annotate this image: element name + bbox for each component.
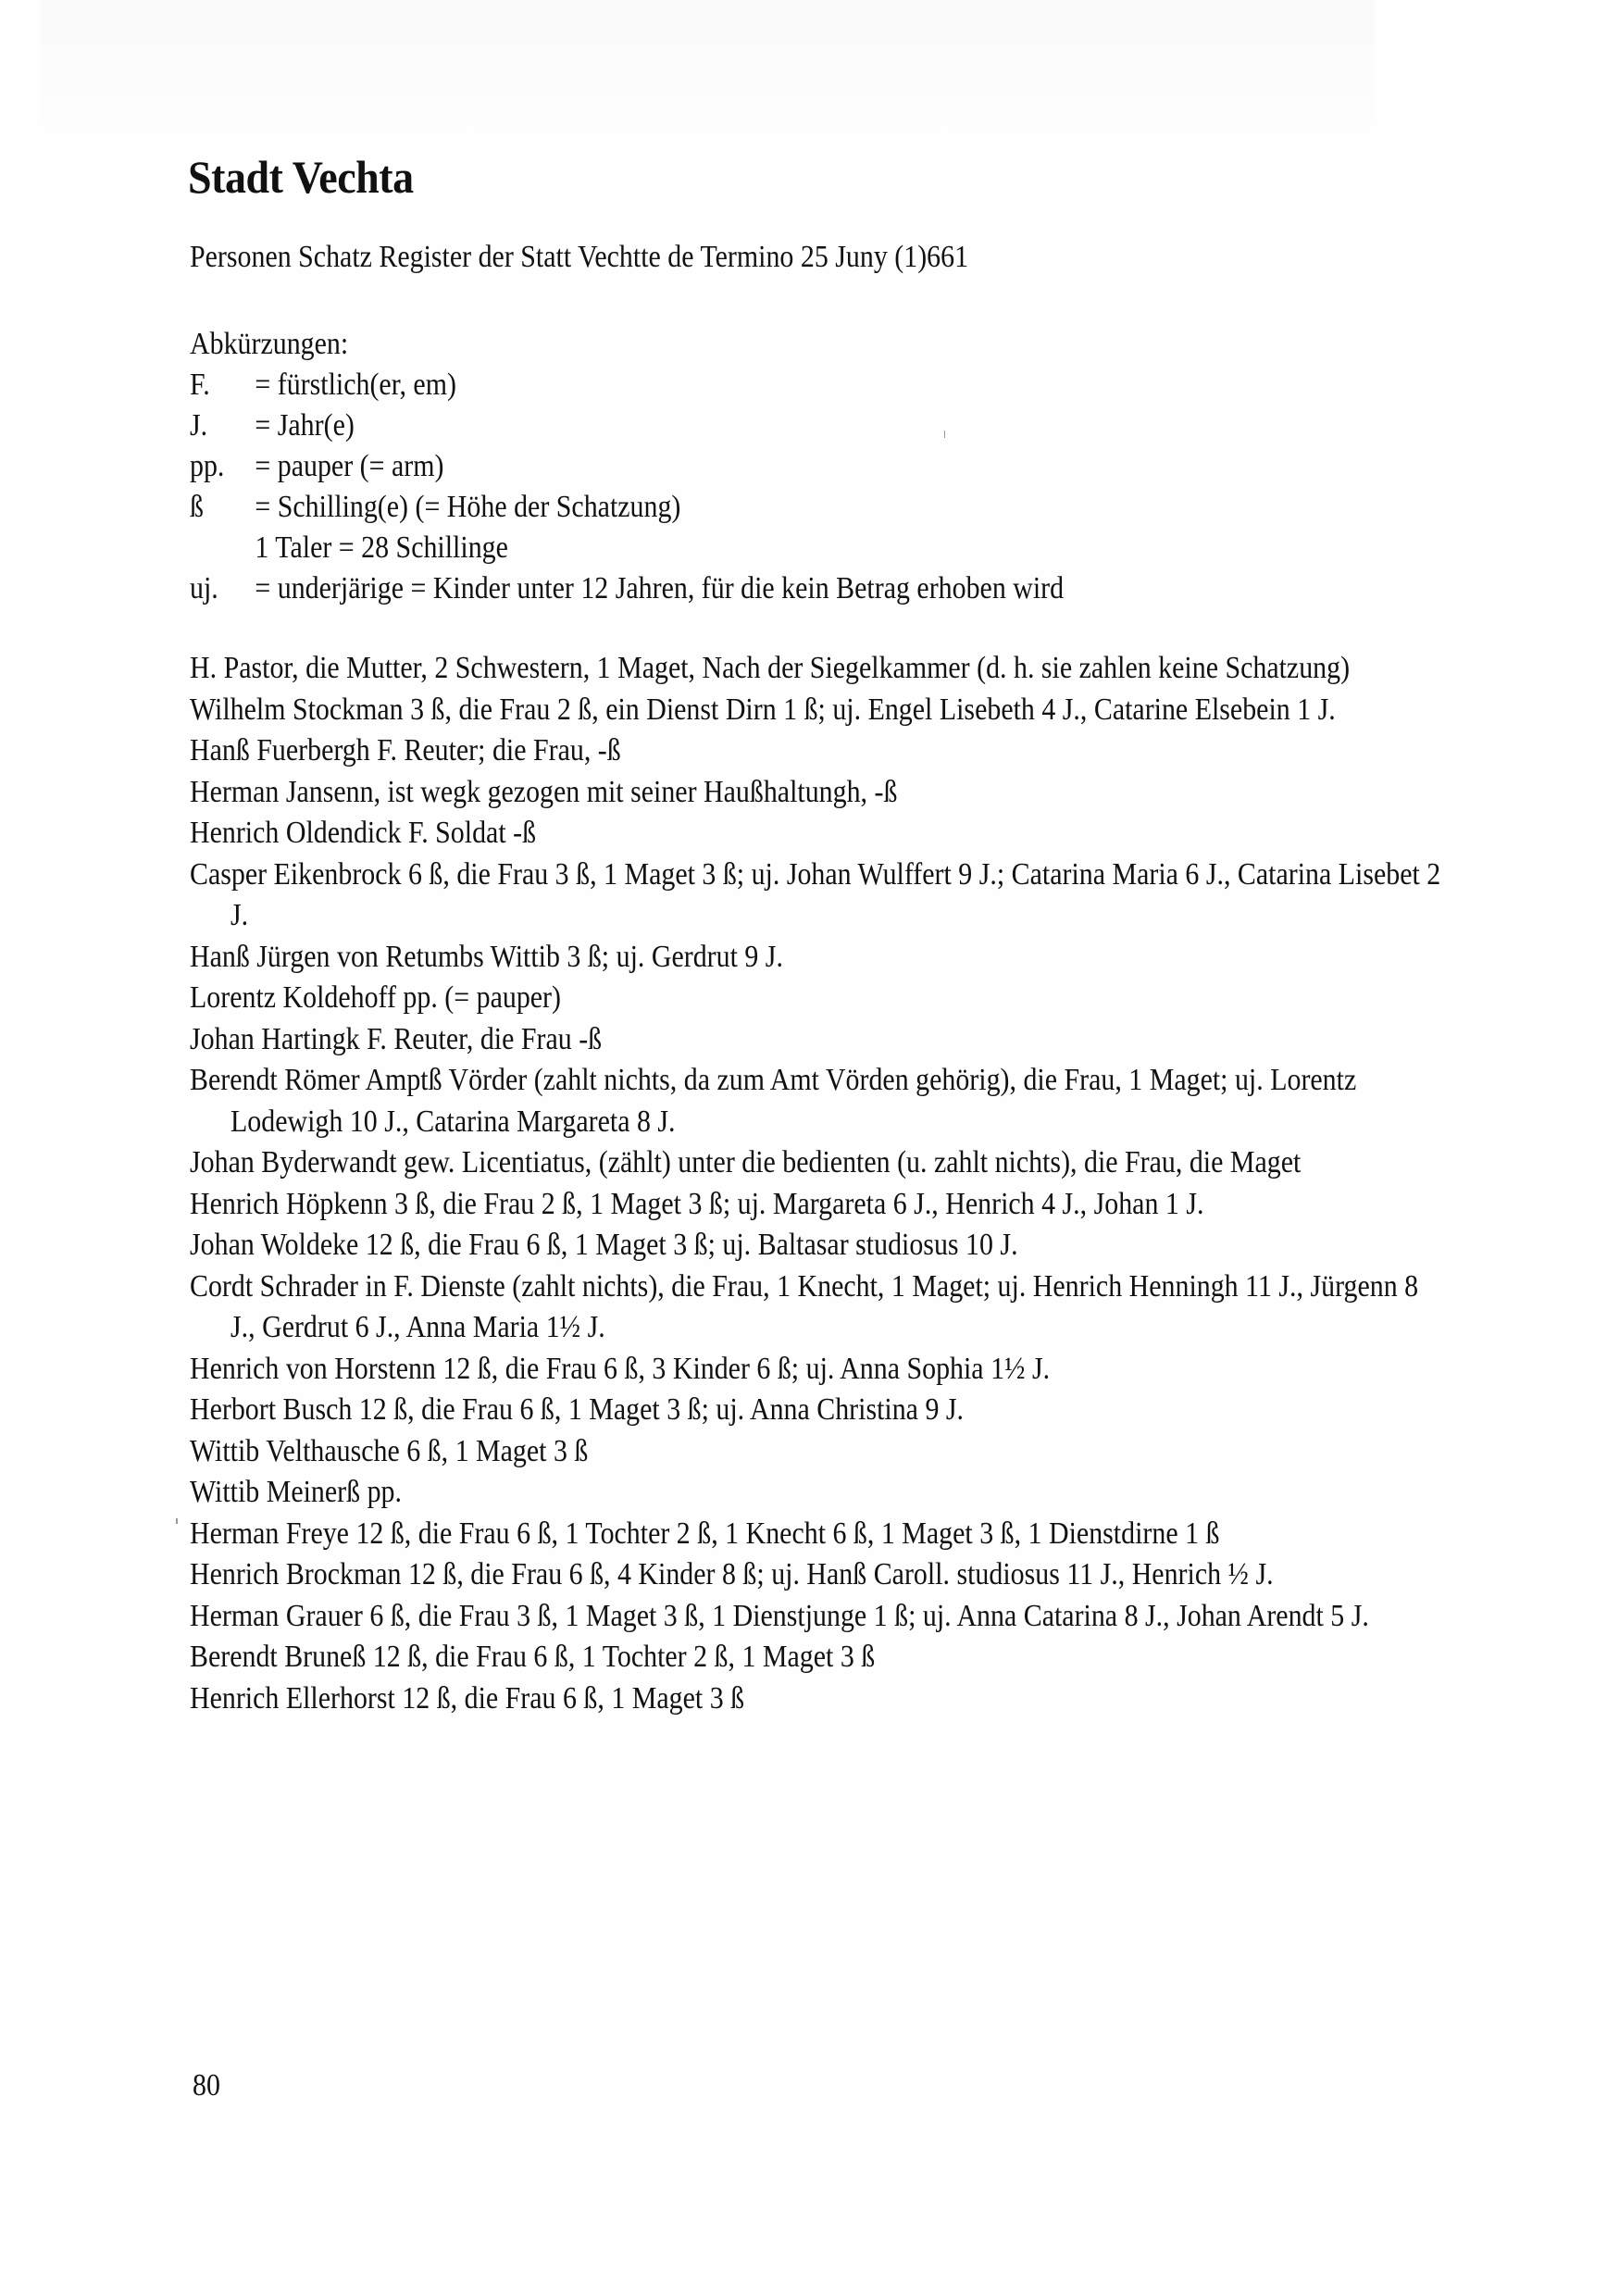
abbreviation-key: ß [190,490,204,524]
register-entry: Henrich Oldendick F. Soldat -ß [190,816,537,850]
register-entry: Johan Hartingk F. Reuter, die Frau -ß [190,1021,603,1056]
register-entry: Herman Freye 12 ß, die Frau 6 ß, 1 Tochter 2 ß, 1 Knecht 6 ß, 1 Maget 3 ß, 1 Dienstdirne 1 ß [190,1516,1220,1551]
page-number: 80 [193,2068,220,2103]
register-entry: H. Pastor, die Mutter, 2 Schwestern, 1 Maget, Nach der Siegelkammer (d. h. sie zahlen keine Schatzung) [190,651,1351,685]
abbreviation-row [190,406,1064,446]
scan-shadow [41,0,1374,148]
abbreviation-key: pp. [190,449,225,483]
register-entry: Casper Eikenbrock 6 ß, die Frau 3 ß, 1 Maget 3 ß; uj. Johan Wulffert 9 J.; Catarina Maria 6 J., Catarina Lisebet 2 J. [190,856,1441,932]
currency-note: 1 Taler = 28 Schillinge [255,530,508,565]
abbreviation-key: J. [190,408,208,443]
register-entries [190,648,1444,1719]
abbreviation-row [190,487,1064,528]
abbreviation-value: = Jahr(e) [255,408,355,443]
abbreviation-value: = fürstlich(er, em) [255,368,456,402]
abbreviation-value: = underjärige = Kinder unter 12 Jahren, für die kein Betrag erhoben wird [255,571,1065,605]
abbreviations-legend [190,324,1064,609]
abbreviations-heading: Abkürzungen: [190,327,349,361]
register-entry: Henrich Brockman 12 ß, die Frau 6 ß, 4 Kinder 8 ß; uj. Hanß Caroll. studiosus 11 J., Henrich ½ J. [190,1557,1274,1591]
abbreviation-row [190,365,1064,406]
page-title: Stadt Vechta [188,151,414,203]
register-entry: Cordt Schrader in F. Dienste (zahlt nichts), die Frau, 1 Knecht, 1 Maget; uj. Henrich Henningh 11 J., Jürgenn 8 J., Gerdrut 6 J., Anna Maria 1½ J. [190,1268,1419,1344]
register-entry: Lorentz Koldehoff pp. (= pauper) [190,980,561,1015]
abbreviation-row [190,446,1064,487]
register-entry: Johan Woldeke 12 ß, die Frau 6 ß, 1 Maget 3 ß; uj. Baltasar studiosus 10 J. [190,1228,1018,1262]
abbreviation-value: = pauper (= arm) [255,449,444,483]
register-subtitle: Personen Schatz Register der Statt Vechtte de Termino 25 Juny (1)661 [190,240,969,274]
register-entry: Henrich Ellerhorst 12 ß, die Frau 6 ß, 1 Maget 3 ß [190,1680,745,1716]
abbreviation-row [190,568,1064,609]
scan-speck [176,1518,178,1524]
register-entry: Berendt Römer Amptß Vörder (zahlt nichts, da zum Amt Vörden gehörig), die Frau, 1 Maget; uj. Lorentz Lodewigh 10 J., Catarina Margareta 8 J. [190,1063,1357,1139]
abbreviation-value: = Schilling(e) (= Höhe der Schatzung) [255,490,681,524]
register-entry: Berendt Bruneß 12 ß, die Frau 6 ß, 1 Tochter 2 ß, 1 Maget 3 ß [190,1640,876,1674]
abbreviation-key: F. [190,368,210,402]
register-entry: Herman Grauer 6 ß, die Frau 3 ß, 1 Maget 3 ß, 1 Dienstjunge 1 ß; uj. Anna Catarina 8 J., Johan Arendt 5 J. [190,1598,1369,1633]
register-entry: Henrich Höpkenn 3 ß, die Frau 2 ß, 1 Maget 3 ß; uj. Margareta 6 J., Henrich 4 J., Johan 1 J. [190,1186,1204,1221]
register-entry: Herman Jansenn, ist wegk gezogen mit seiner Haußhaltungh, -ß [190,774,898,809]
register-entry: Wilhelm Stockman 3 ß, die Frau 2 ß, ein Dienst Dirn 1 ß; uj. Engel Lisebeth 4 J., Catarine Elsebein 1 J. [190,692,1336,727]
abbreviation-key: uj. [190,571,218,605]
register-entry: Hanß Fuerbergh F. Reuter; die Frau, -ß [190,733,621,767]
register-entry: Wittib Meinerß pp. [190,1475,402,1509]
register-entry: Johan Byderwandt gew. Licentiatus, (zählt) unter die bedienten (u. zahlt nichts), die Frau, die Maget [190,1145,1302,1179]
register-entry: Herbort Busch 12 ß, die Frau 6 ß, 1 Maget 3 ß; uj. Anna Christina 9 J. [190,1392,965,1427]
scan-speck [944,430,945,438]
register-entry: Hanß Jürgen von Retumbs Wittib 3 ß; uj. Gerdrut 9 J. [190,939,783,974]
register-entry: Henrich von Horstenn 12 ß, die Frau 6 ß, 3 Kinder 6 ß; uj. Anna Sophia 1½ J. [190,1351,1051,1386]
register-entry: Wittib Velthausche 6 ß, 1 Maget 3 ß [190,1433,589,1468]
